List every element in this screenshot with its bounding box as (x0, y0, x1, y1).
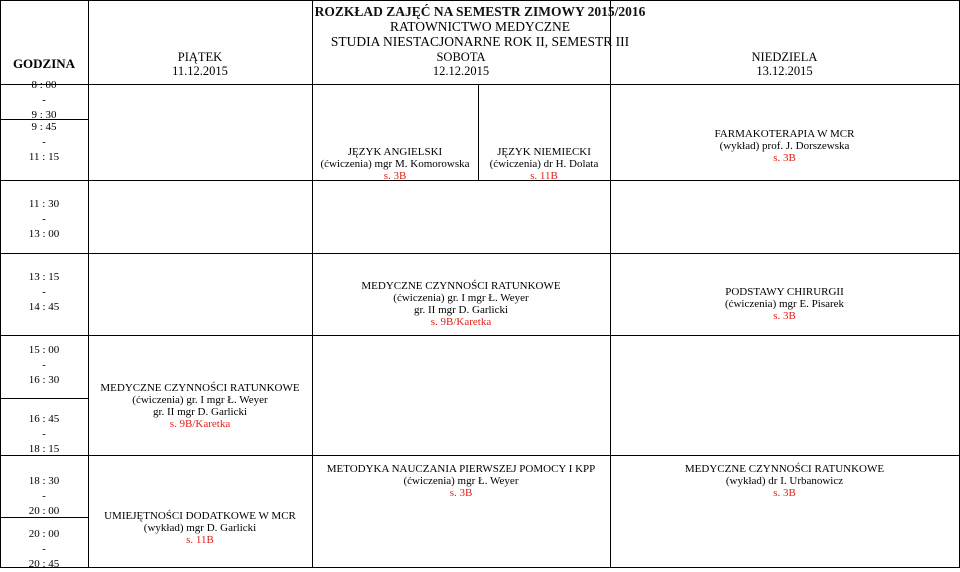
day-friday: PIĄTEK (177, 50, 223, 64)
class-teacher: (wykład) mgr D. Garlicki (143, 522, 257, 534)
class-subject: JĘZYK NIEMIECKI (497, 146, 591, 158)
class-cell (610, 463, 959, 499)
class-teacher: (ćwiczenia) dr H. Dolata (489, 158, 599, 170)
time-slot: 8 : 00 - 9 : 30 (31, 79, 57, 121)
class-subject: JĘZYK ANGIELSKI (347, 146, 443, 158)
class-subject: MEDYCZNE CZYNNOŚCI RATUNKOWE (100, 382, 300, 394)
class-teacher: (ćwiczenia) mgr Ł. Weyer (403, 475, 519, 487)
class-room: s. 11B (530, 170, 558, 182)
grid-line (0, 455, 960, 456)
class-room: s. 3B (773, 310, 796, 322)
study-mode: STUDIA NIESTACJONARNE ROK II, SEMESTR III (330, 34, 630, 49)
grid-line (88, 0, 89, 568)
date-sunday: 13.12.2015 (756, 64, 813, 78)
time-slot: 18 : 30 - 20 : 00 (28, 475, 60, 517)
class-teacher: (ćwiczenia) mgr E. Pisarek (724, 298, 845, 310)
grid-line (0, 0, 960, 1)
class-room: s. 3B (449, 487, 473, 499)
time-slot: 15 : 00 - 16 : 30 (28, 344, 60, 386)
time-slot: 9 : 45 - 11 : 15 (28, 121, 60, 163)
class-teacher: (ćwiczenia) mgr M. Komorowska (320, 158, 470, 170)
class-room: s. 9B/Karetka (169, 418, 231, 430)
class-subject: MEDYCZNE CZYNNOŚCI RATUNKOWE (684, 463, 885, 475)
class-room: s. 11B (186, 534, 214, 546)
class-subject: UMIEJĘTNOŚCI DODATKOWE W MCR (104, 510, 296, 522)
class-cell (88, 510, 312, 546)
class-cell (610, 286, 959, 322)
class-subject: FARMAKOTERAPIA W MCR (714, 128, 855, 140)
class-group: gr. II mgr D. Garlicki (152, 406, 248, 418)
class-teacher: (ćwiczenia) gr. I mgr Ł. Weyer (132, 394, 268, 406)
schedule-title: ROZKŁAD ZAJĘĆ NA SEMESTR ZIMOWY 2015/2016 (314, 4, 646, 19)
class-teacher: (wykład) prof. J. Dorszewska (719, 140, 850, 152)
class-room: s. 3B (383, 170, 407, 182)
grid-line (0, 398, 88, 399)
day-sunday: NIEDZIELA (751, 50, 818, 64)
class-cell (478, 146, 610, 182)
class-subject: MEDYCZNE CZYNNOŚCI RATUNKOWE (361, 280, 561, 292)
time-slot: 20 : 00 - 20 : 45 (28, 528, 60, 570)
hours-header: GODZINA (12, 56, 76, 71)
class-cell (88, 382, 312, 430)
class-room: s. 3B (773, 487, 796, 499)
time-slot: 11 : 30 - 13 : 00 (28, 198, 60, 240)
time-slot: 16 : 45 - 18 : 15 (28, 413, 60, 455)
class-cell (312, 463, 610, 499)
class-teacher: (wykład) dr I. Urbanowicz (725, 475, 844, 487)
class-teacher: (ćwiczenia) gr. I mgr Ł. Weyer (393, 292, 529, 304)
class-cell (610, 128, 959, 164)
class-subject: METODYKA NAUCZANIA PIERWSZEJ POMOCY I KPP (326, 463, 596, 475)
class-subject: PODSTAWY CHIRURGII (725, 286, 844, 298)
class-group: gr. II mgr D. Garlicki (413, 304, 509, 316)
grid-line (0, 335, 960, 336)
program-name: RATOWNICTWO MEDYCZNE (389, 19, 571, 34)
day-saturday: SOBOTA (436, 50, 486, 64)
time-slot: 13 : 15 - 14 : 45 (28, 271, 60, 313)
class-room: s. 3B (773, 152, 796, 164)
date-saturday: 12.12.2015 (432, 64, 490, 78)
class-room: s. 9B/Karetka (430, 316, 492, 328)
date-friday: 11.12.2015 (172, 64, 228, 78)
class-cell (312, 146, 478, 182)
grid-line (0, 253, 960, 254)
grid-line (0, 84, 960, 85)
class-cell (312, 280, 610, 328)
